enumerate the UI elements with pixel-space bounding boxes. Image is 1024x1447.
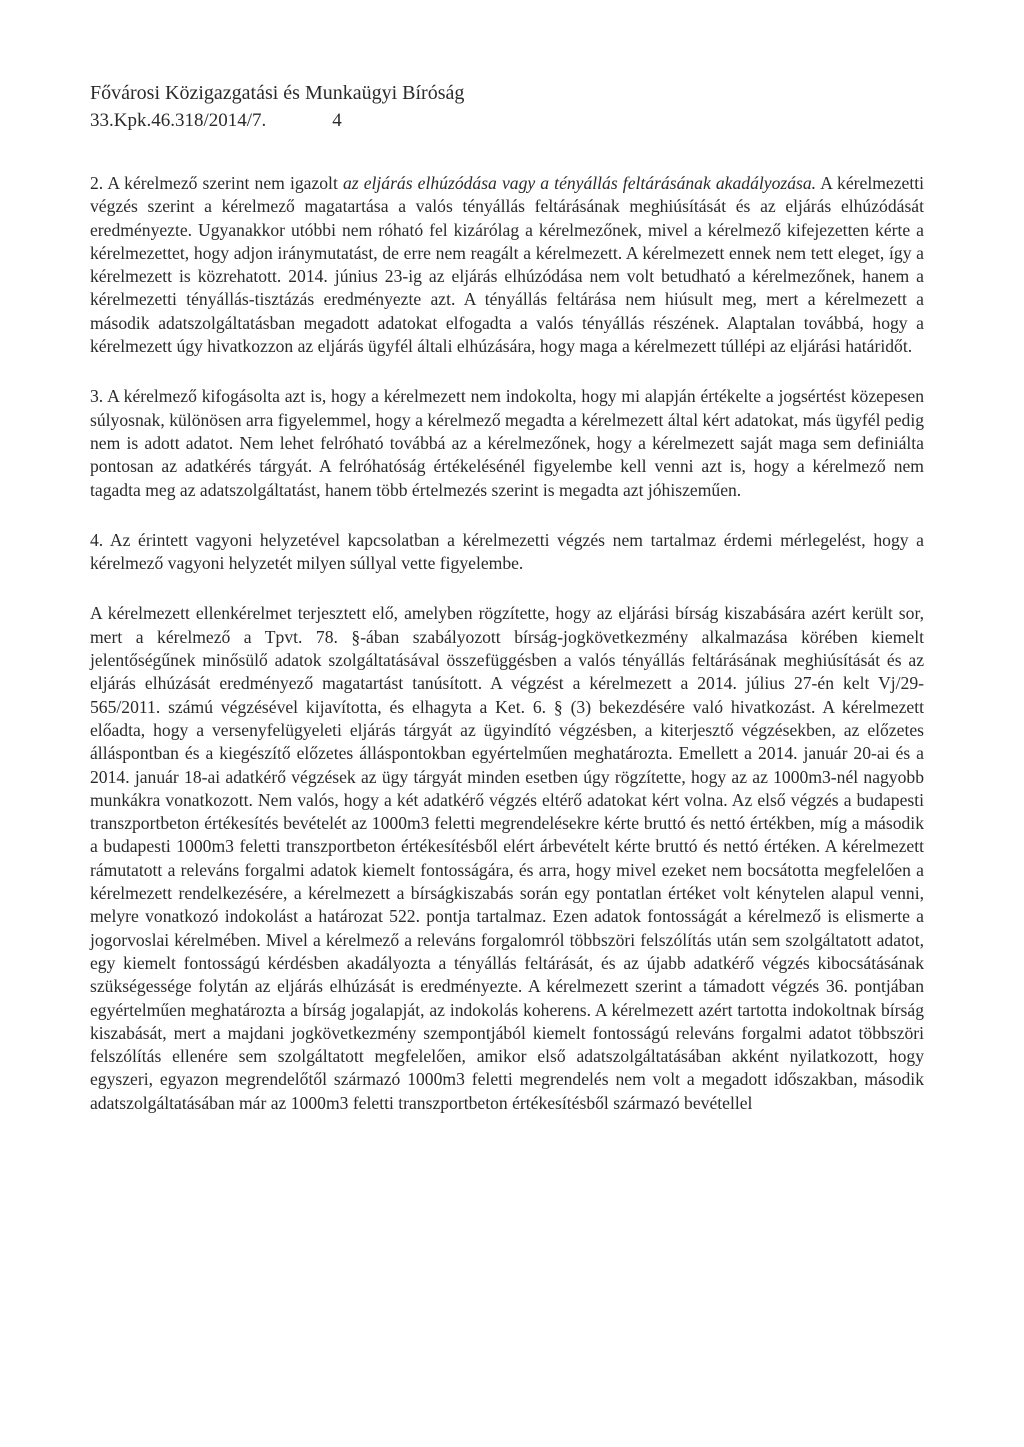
- paragraph-2: [90, 172, 924, 358]
- court-name: Fővárosi Közigazgatási és Munkaügyi Bíróság: [90, 82, 465, 104]
- document-body: [90, 172, 924, 1115]
- paragraph-italic-text: az eljárás elhúzódása vagy a tényállás feltárásának akadályozása.: [342, 173, 817, 193]
- page-number: 4: [332, 110, 342, 131]
- paragraph-3: [90, 385, 924, 501]
- paragraph-counterclaim: [90, 602, 924, 1115]
- paragraph-text: A kérelmezetti végzés szerint a kérelmező magatartása a valós tényállás feltárásának meghiúsítását és az eljárás elhúzódását eredményezte. Ugyanakkor utóbbi nem róható fel kizárólag a kérelmezőnek, mivel a kérelmező kifejezetten kérte a kérelmezettet, hogy adjon iránymutatást, de erre nem reagált a kérelmezett. A kérelmezett ennek nem tett eleget, így a kérelmezett is közrehatott. 2014. június 23-ig az eljárás elhúzódása nem volt betudható a kérelmezőnek, hanem a kérelmezetti tényállás-tisztázás eredményezte azt. A tényállás feltárása nem hiúsult meg, mert a kérelmezett a második adatszolgáltatásban megadott adatokat elfogadta a valós tényállás részének. Alaptalan továbbá, hogy a kérelmezett úgy hivatkozzon az eljárás ügyfél általi elhúzására, hogy maga a kérelmezett túllépi az eljárási határidőt.: [90, 173, 924, 357]
- paragraph-number: 2.: [90, 173, 104, 193]
- case-reference-line: [90, 107, 490, 134]
- page-header: [90, 80, 490, 134]
- paragraph-4: [90, 529, 924, 576]
- paragraph-number: 3.: [90, 386, 104, 407]
- paragraph-lead-text: A kérelmező szerint nem igazolt: [107, 173, 338, 193]
- paragraph-text: A kérelmezett ellenkérelmet terjesztett elő, amelyben rögzítette, hogy az eljárási bírság kiszabására azért került sor, mert a kérelmező a Tpvt. 78. §-ában szabályozott bírság-jogkövetkezmény alkalmazása körében kiemelt jelentőségűnek minősülő adatok szolgáltatásával összefüggésben a valós tényállás feltárásának meghiúsítását és az eljárás elhúzását eredményező magatartást tanúsított. A végzést a kérelmezett a 2014. július 27-én kelt Vj/29-565/2011. számú végzésével kijavította, és elhagyta a Ket. 6. § (3) bekezdésére való hivatkozást. A kérelmezett előadta, hogy a versenyfelügyeleti eljárás tárgyát az ügyindító végzésben, a kiterjesztő végzésekben, az előzetes álláspontban és a kiegészítő előzetes álláspontokban egyértelműen meghatározta. Emellett a 2014. január 20-ai és a 2014. január 18-ai adatkérő végzések az ügy tárgyát minden esetben úgy rögzítette, hogy az az 1000m3-nél nagyobb munkákra vonatkozott. Nem valós, hogy a két adatkérő végzés eltérő adatokat kért volna. Az első végzés a budapesti transzportbeton értékesítés bevételét az 1000m3 feletti megrendelésekre kérte bruttó és nettó értékben, míg a második a budapesti 1000m3 feletti transzportbeton értékesítésből elért árbevételt kérte bruttó és nettó értéken. A kérelmezett rámutatott a releváns forgalmi adatok kiemelt fontosságára, és arra, hogy mivel ezeket nem bocsátotta megfelelően a kérelmezett rendelkezésére, a kérelmezett a bírságkiszabás során egy pontatlan értéket volt kénytelen alapul venni, melyre vonatkozó indokolást a határozat 522. pontja tartalmaz. Ezen adatok fontosságát a kérelmező is elismerte a jogorvoslai kérelmében. Mivel a kérelmező a releváns forgalomról többszöri felszólítás után sem szolgáltatott adatot, egy kiemelt fontosságú kérdésben akadályozta a tényállás feltárását, és az újabb adatkérő végzés kibocsátásának szükségessége folytán az eljárás elhúzását is eredményezte. A kérelmezett szerint a támadott végzés 36. pontjában egyértelműen meghatározta a bírság jogalapját, az indokolás koherens. A kérelmezett azért tartotta indokoltnak bírság kiszabását, mert a majdani jogkövetkezmény szempontjából kiemelt fontosságú releváns forgalmi adatot többszöri felszólítás ellenére sem szolgáltatott megfelelően, amikor első adatszolgáltatásában akként nyilatkozott, hogy egyszeri, egyazon megrendelőtől származó 1000m3 feletti megrendelés nem volt a megadott időszakban, második adatszolgáltatásában már az 1000m3 feletti transzportbeton értékesítésből származó bevétellel: [90, 603, 924, 1113]
- paragraph-text: A kérelmező kifogásolta azt is, hogy a kérelmezett nem indokolta, hogy mi alapján értékelte a jogsértést közepesen súlyosnak, különösen arra figyelemmel, hogy a kérelmező megadta a kérelmezett által kért adatokat, más ügyfél pedig nem is adott adatot. Nem lehet felróható továbbá az a kérelmezőnek, hogy a kérelmezett saját maga sem definiálta pontosan az adatkérés tárgyát. A felróhatóság értékelésénél figyelembe kell venni azt is, hogy a kérelmező nem tagadta meg az adatszolgáltatást, hanem több értelmezés szerint is megadta azt jóhiszeműen.: [90, 386, 925, 500]
- paragraph-text: Az érintett vagyoni helyzetével kapcsolatban a kérelmezetti végzés nem tartalmaz érdemi mérlegelést, hogy a kérelmező vagyoni helyzetét milyen súllyal vette figyelembe.: [90, 529, 924, 574]
- case-number: 33.Kpk.46.318/2014/7.: [90, 110, 267, 131]
- paragraph-number: 4.: [90, 529, 104, 550]
